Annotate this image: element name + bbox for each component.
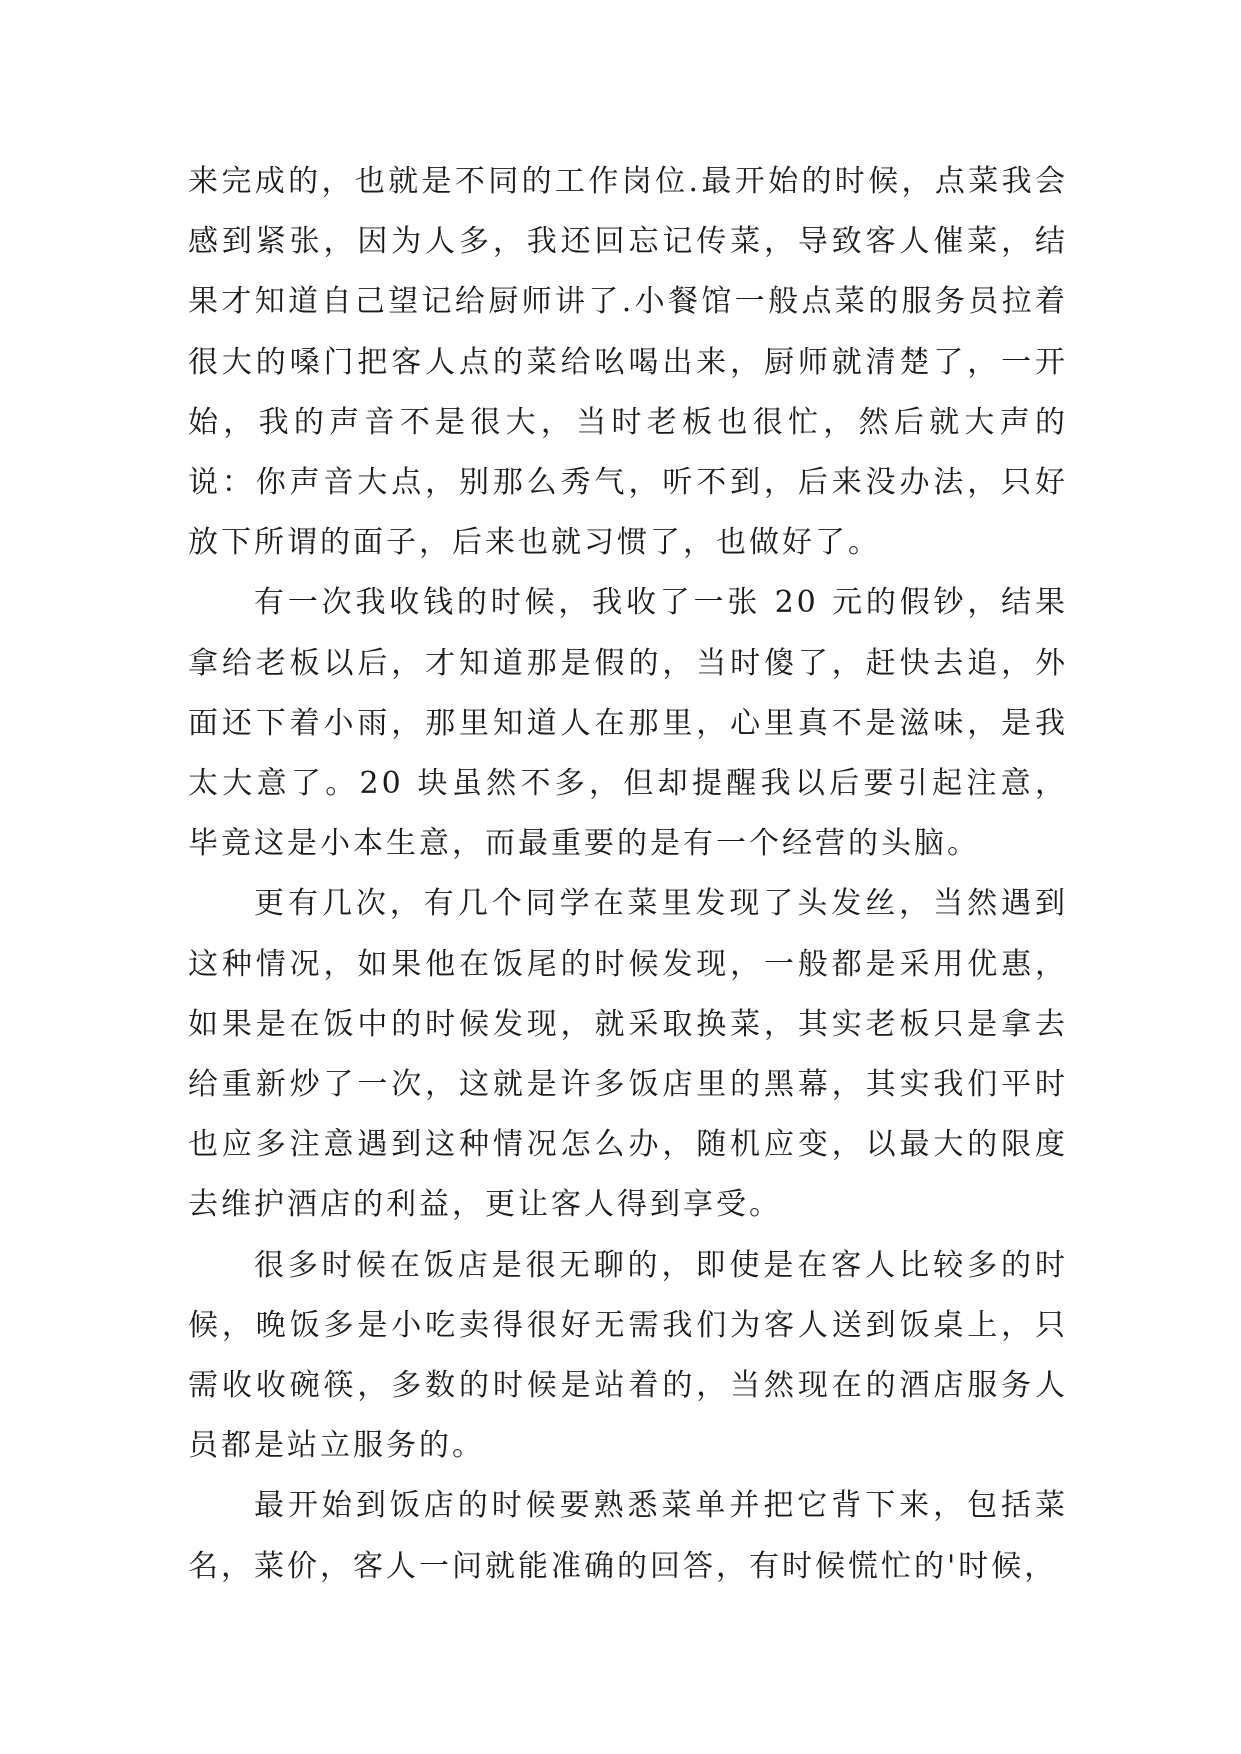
paragraph-4: 很多时候在饭店是很无聊的，即使是在客人比较多的时候，晚饭多是小吃卖得很好无需我们为客人送到饭桌上，只需收收碗筷，多数的时候是站着的，当然现在的酒店服务人员都是站立服务的。 xyxy=(188,1247,1068,1464)
paragraph-5: 最开始到饭店的时候要熟悉菜单并把它背下来，包括菜名，菜价，客人一问就能准确的回答，有时候慌忙的'时候， xyxy=(188,1488,1068,1584)
paragraph-2: 有一次我收钱的时候，我收了一张 20 元的假钞，结果拿给老板以后，才知道那是假的，当时傻了，赶快去追，外面还下着小雨，那里知道人在那里，心里真不是滋味，是我太大意了。20 块虽然不多，但却提醒我以后要引起注意，毕竟这是小本生意，而最重要的是有一个经营的头脑。 xyxy=(188,585,1068,862)
document-body xyxy=(188,152,1068,1597)
paragraph-3: 更有几次，有几个同学在菜里发现了头发丝，当然遇到这种情况，如果他在饭尾的时候发现，一般都是采用优惠，如果是在饭中的时候发现，就采取换菜，其实老板只是拿去给重新炒了一次，这就是许多饭店里的黑幕，其实我们平时也应多注意遇到这种情况怎么办，随机应变，以最大的限度去维护酒店的利益，更让客人得到享受。 xyxy=(188,886,1068,1223)
paragraph-1: 来完成的，也就是不同的工作岗位.最开始的时候，点菜我会感到紧张，因为人多，我还回忘记传菜，导致客人催菜，结果才知道自己望记给厨师讲了.小餐馆一般点菜的服务员拉着很大的嗓门把客人点的菜给吆喝出来，厨师就清楚了，一开始，我的声音不是很大，当时老板也很忙，然后就大声的说：你声音大点，别那么秀气，听不到，后来没办法，只好放下所谓的面子，后来也就习惯了，也做好了。 xyxy=(188,164,1068,561)
